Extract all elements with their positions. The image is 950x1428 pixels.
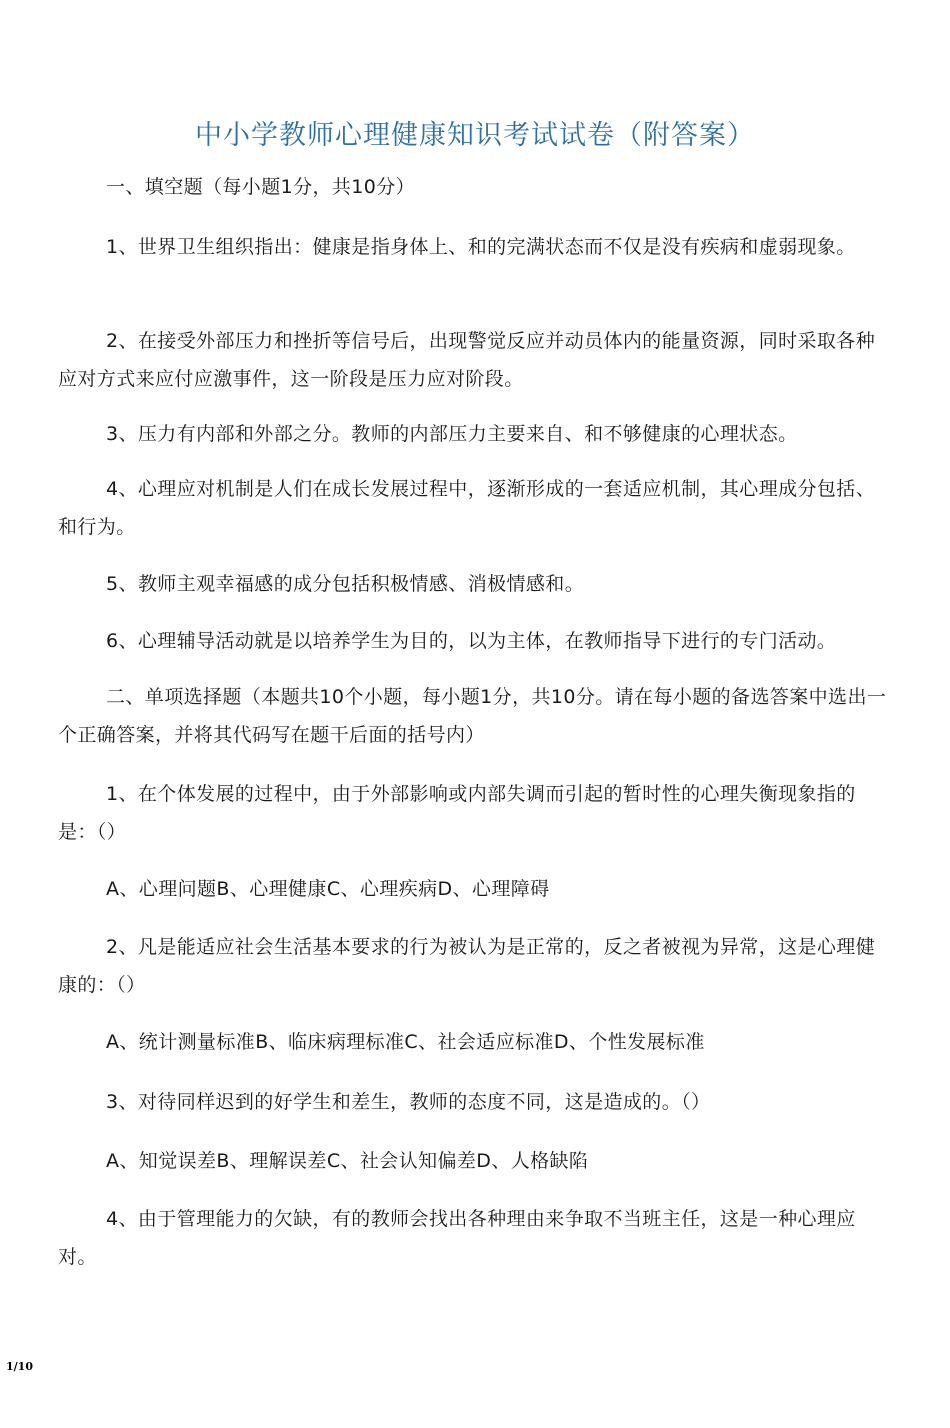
page-title: 中小学教师心理健康知识考试试卷（附答案）	[195, 120, 755, 151]
question-paragraph: 2、凡是能适应社会生活基本要求的行为被认为是正常的，反之者被视为异常，这是心理健康的：（）	[58, 936, 876, 996]
question-paragraph: 5、教师主观幸福感的成分包括积极情感、消极情感和。	[106, 573, 585, 595]
answer-options: A、心理问题B、心理健康C、心理疾病D、心理障碍	[106, 878, 550, 900]
question-paragraph: 3、压力有内部和外部之分。教师的内部压力主要来自、和不够健康的心理状态。	[106, 423, 798, 445]
page-number: 1/10	[6, 1360, 33, 1373]
question-paragraph: 4、心理应对机制是人们在成长发展过程中，逐渐形成的一套适应机制，其心理成分包括、和行为。	[58, 478, 876, 538]
section-heading-fill-in-blank: 一、填空题（每小题1分，共10分）	[106, 176, 416, 198]
question-paragraph: 6、心理辅导活动就是以培养学生为目的，以为主体，在教师指导下进行的专门活动。	[106, 630, 837, 652]
question-paragraph: 3、对待同样迟到的好学生和差生，教师的态度不同，这是造成的。（）	[106, 1091, 711, 1113]
question-paragraph: 1、世界卫生组织指出：健康是指身体上、和的完满状态而不仅是没有疾病和虚弱现象。	[106, 236, 856, 258]
question-paragraph: 2、在接受外部压力和挫折等信号后，出现警觉反应并动员体内的能量资源，同时采取各种应对方式来应付应激事件，这一阶段是压力应对阶段。	[58, 330, 876, 390]
answer-options: A、知觉误差B、理解误差C、社会认知偏差D、人格缺陷	[106, 1150, 589, 1172]
answer-options: A、统计测量标准B、临床病理标准C、社会适应标准D、个性发展标准	[106, 1031, 705, 1053]
question-paragraph: 1、在个体发展的过程中，由于外部影响或内部失调而引起的暂时性的心理失衡现象指的是：（）	[58, 783, 856, 843]
question-paragraph: 4、由于管理能力的欠缺，有的教师会找出各种理由来争取不当班主任，这是一种心理应对。	[58, 1208, 856, 1268]
section-heading-single-choice: 二、单项选择题（本题共10个小题，每小题1分，共10分。请在每小题的备选答案中选出一个正确答案，并将其代码写在题干后面的括号内）	[58, 686, 887, 746]
